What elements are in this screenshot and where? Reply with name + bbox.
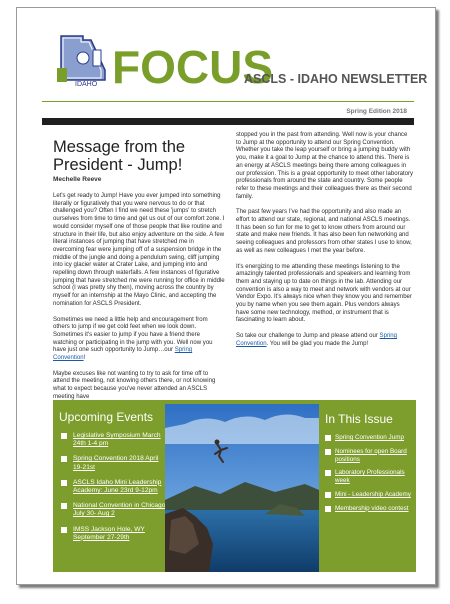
feature-band <box>53 400 416 572</box>
article-left-column <box>53 132 225 410</box>
newsletter-subtitle: ASCLS - IDAHO NEWSLETTER <box>244 72 428 86</box>
issue-link[interactable]: Spring Convention Jump <box>335 434 404 441</box>
article-right-column <box>236 132 414 357</box>
issue-item[interactable] <box>321 448 416 464</box>
bullet-icon <box>61 527 67 533</box>
bullet-icon <box>325 492 331 498</box>
newsletter-title: FOCUS <box>112 41 273 93</box>
event-link[interactable]: Spring Convention 2018 April 19-21st <box>73 455 159 471</box>
ascls-idaho-logo <box>53 30 113 88</box>
bullet-icon <box>61 480 67 486</box>
issue-link[interactable]: Membership video contest <box>335 504 409 512</box>
bullet-icon <box>61 433 67 439</box>
article-paragraph: It's energizing to me attending these meetings listening to the amazingly talented professionals and speakers and learning from them and staying up to date on things in the lab. Attending our convention is also a way to meet and network with vendors at our Vendor Expo. It's always nice when they know you and remember you by name when you see them again. Plus vendors always have some new technology, method, or instrument that is fascinating to learn about. <box>236 263 412 324</box>
upcoming-events-title: Upcoming Events <box>59 410 154 424</box>
upcoming-events-box <box>59 410 167 549</box>
event-link[interactable]: IMSS Jackson Hole, WY September 27-29th <box>73 525 145 541</box>
in-this-issue-title: In This Issue <box>325 412 393 426</box>
issue-item[interactable] <box>321 434 416 442</box>
header-bar <box>42 118 414 125</box>
upcoming-events-list <box>59 432 167 542</box>
article-paragraph: stopped you in the past from attending. Well now is your chance to Jump at the opportunity to attend our Spring Convention. Whether you take the leap yourself or bring a jumping buddy with you, make it a goal to Jump at the chance to attend this. There is an energy at ASCLS meetings being there among colleagues in our profession. This is a great opportunity to meet other laboratory professionals from around the state and country. Some people refer to these meetings and their colleagues there as their second family. <box>236 132 414 200</box>
bullet-icon <box>325 470 331 476</box>
event-link[interactable]: Legislative Symposium March 24th 1-4 pm <box>73 432 161 448</box>
in-this-issue-list <box>321 434 416 513</box>
article-paragraph <box>236 333 414 348</box>
paragraph-text: Sometimes we need a little help and encouragement from others to jump if we get cold feet when we look down. Sometimes it's easier to jump if you have a friend there watching or participating in the jump with you. Well now you have just one such opportunity to Jump…our <box>53 316 213 354</box>
logo-text: IDAHO <box>75 81 98 88</box>
headline-line-2: President - Jump! <box>53 156 183 174</box>
bullet-icon <box>325 435 331 441</box>
paragraph-text: ! <box>83 355 86 362</box>
issue-link[interactable]: Laboratory Professionals week <box>335 469 405 485</box>
article-paragraph <box>53 317 225 363</box>
issue-link[interactable]: Mini - Leadership Academy <box>335 490 411 498</box>
paragraph-text: . You will be glad you made the Jump! <box>266 340 369 347</box>
cliff-jump-photo <box>165 404 319 572</box>
spring-convention-link[interactable]: Spring Convention <box>53 347 193 362</box>
event-link[interactable]: National Convention in Chicago July 30- Aug 2 <box>73 502 166 518</box>
paragraph-text: So take our challenge to Jump and please attend our <box>236 333 380 340</box>
event-item[interactable] <box>59 432 167 448</box>
newsletter-page <box>16 7 436 585</box>
event-item[interactable] <box>59 502 167 518</box>
article-paragraph: The past few years I've had the opportunity and also made an effort to attend our state, regional, and national ASCLS meetings. It has been so fun for me to get to know others from around our state and make new friends. It has also been fun networking and seeing colleagues and professors from other states I use to know, as well as new colleagues I met the year before. <box>236 209 412 254</box>
article-headline <box>53 138 225 174</box>
bullet-icon <box>61 503 67 509</box>
issue-item[interactable] <box>321 505 416 513</box>
event-item[interactable] <box>59 455 167 471</box>
edition-label: Spring Edition 2018 <box>346 108 407 115</box>
event-link[interactable]: ASCLS Idaho Mini Leadership Academy: June 23rd 9-12pm <box>73 478 162 495</box>
header-rule <box>42 101 414 102</box>
event-item[interactable] <box>59 526 167 542</box>
event-item[interactable] <box>59 479 167 495</box>
in-this-issue-box <box>321 404 416 568</box>
bullet-icon <box>61 456 67 462</box>
issue-item[interactable] <box>321 491 416 499</box>
headline-line-1: Message from the <box>53 138 186 156</box>
article-paragraph: Let's get ready to Jump! Have you ever jumped into something literally or figuratively that you were nervous to do or that challenged you? Often I find we need these 'jumps' to stretch ourselves from time to time and get us out of our comfort zone. I would consider myself one of those people that like routine and structure in their life, but also enjoy adventure on the side. A few literal instances of jumping that have stretched me in overcoming fear were jumping off of a suspension bridge in the middle of the jungle and doing a pendulum swing, cliff jumping into icy glacier water at Crater Lake, and jumping into and repelling down through waterfalls. A few instances of figurative jumping that have stretched me were running for office in middle school (I was pretty shy then), moving across the country by myself for an internship at the Mayo Clinic, and accepting the nomination for ASCLS President. <box>53 193 225 307</box>
issue-item[interactable] <box>321 469 416 485</box>
spring-convention-link[interactable]: Spring Convention <box>236 333 398 347</box>
bullet-icon <box>325 449 331 455</box>
article-byline: Mechelle Reeve <box>53 176 102 183</box>
article-paragraph: Maybe excuses like not wanting to try to ask for time off to attend the meeting, not knowing others there, or not knowing what to expect because you've never attended an ASCLS meeting have <box>53 370 216 400</box>
issue-link[interactable]: Nominees for open Board positions <box>335 447 407 463</box>
bullet-icon <box>325 506 331 512</box>
